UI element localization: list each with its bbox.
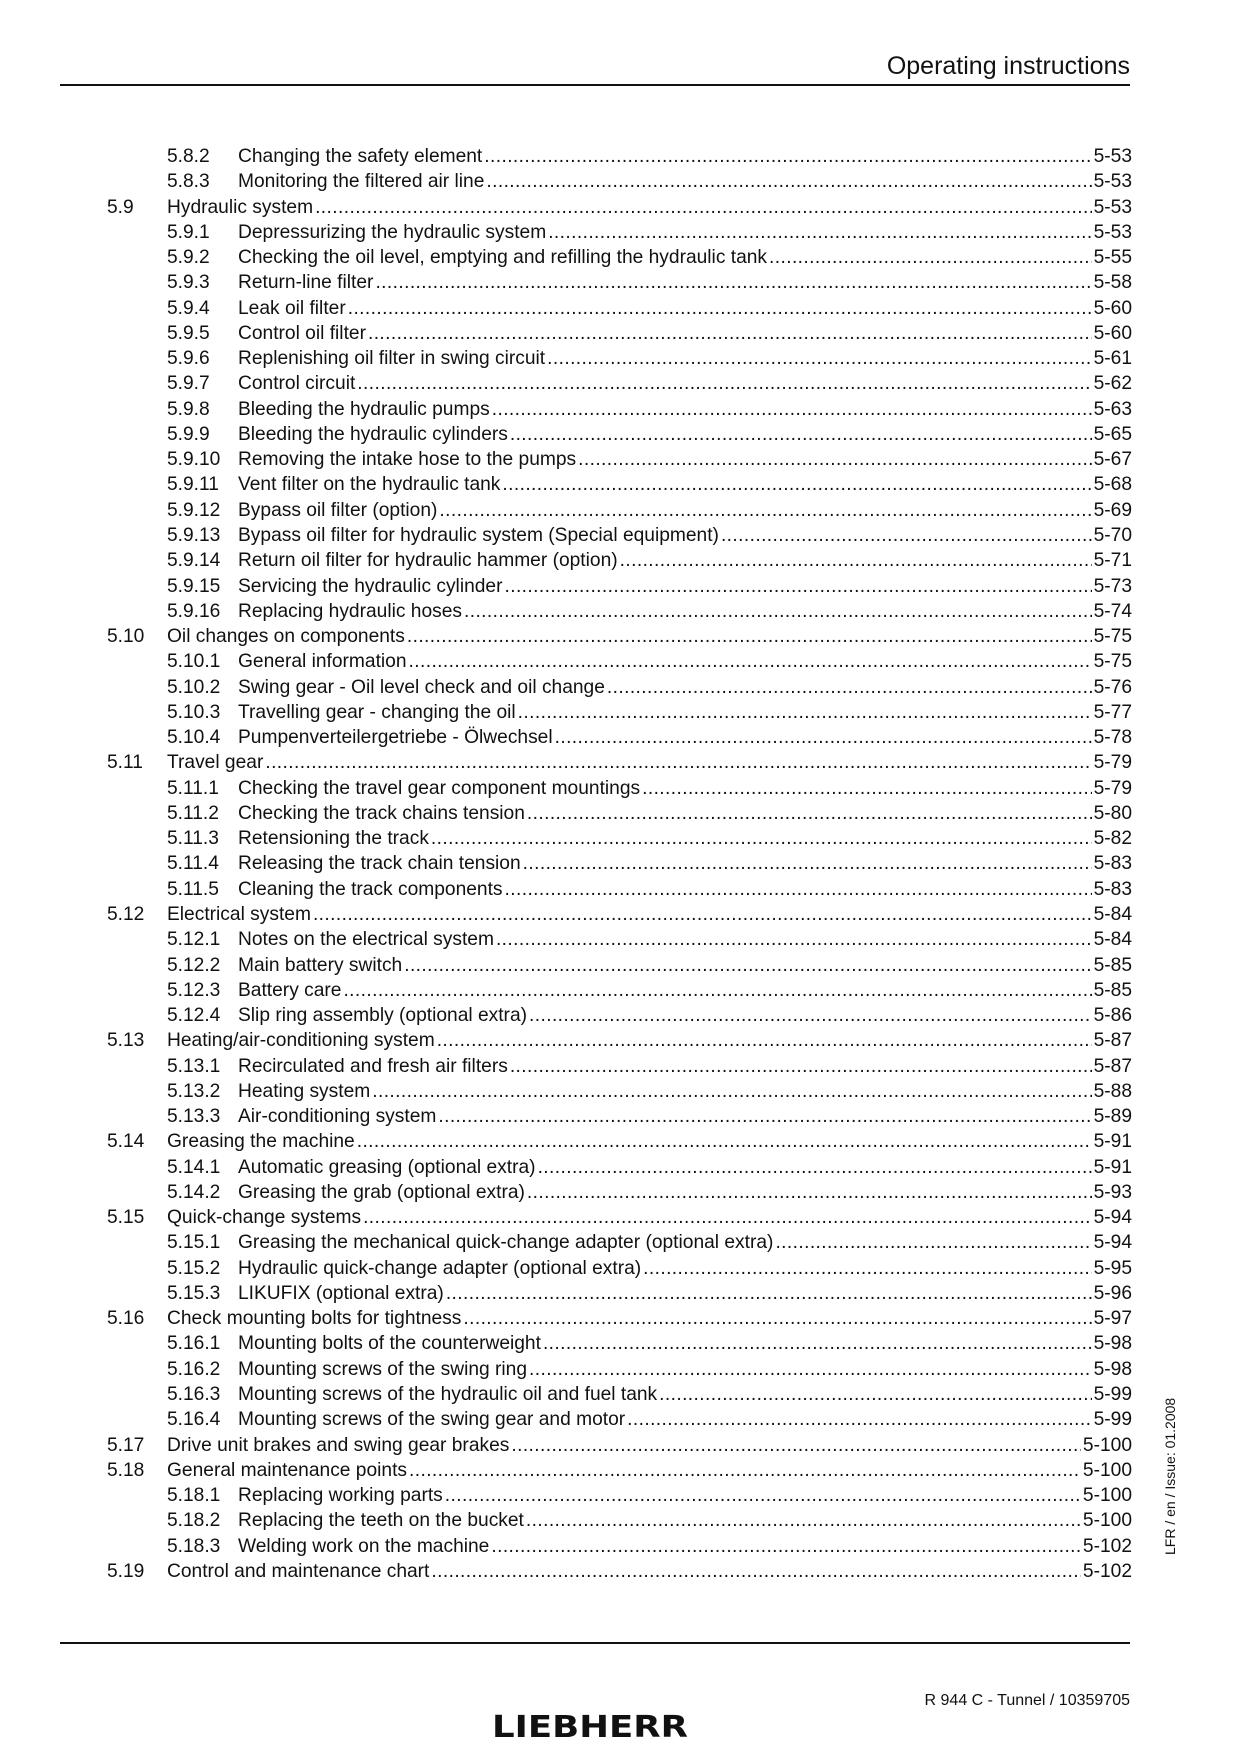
toc-entry <box>107 624 1132 649</box>
toc-entry-title: Swing gear - Oil level check and oil change <box>238 676 605 698</box>
toc-entry-page: 5-100 <box>1082 1459 1132 1481</box>
toc-entry-title: Bleeding the hydraulic cylinders <box>238 423 508 445</box>
toc-dot-leader <box>492 397 1092 422</box>
toc-entry-page: 5-53 <box>1093 146 1132 167</box>
toc-entry-title: Depressurizing the hydraulic system <box>238 221 547 243</box>
toc-entry-number: 5.18.1 <box>167 1485 221 1507</box>
toc-dot-leader <box>265 750 1091 775</box>
toc-entry-title: Servicing the hydraulic cylinder <box>238 575 503 597</box>
toc-entry <box>107 776 1132 801</box>
toc-dot-leader <box>529 1357 1092 1382</box>
toc-entry-page: 5-100 <box>1082 1485 1132 1507</box>
toc-entry-title: Mounting screws of the swing ring <box>238 1358 528 1380</box>
toc-entry-page: 5-98 <box>1093 1358 1132 1380</box>
toc-entry-page: 5-94 <box>1093 1232 1132 1254</box>
toc-entry-page: 5-71 <box>1093 550 1132 572</box>
toc-dot-leader <box>438 1104 1091 1129</box>
toc-entry <box>107 397 1132 422</box>
toc-entry-number: 5.14.2 <box>167 1181 221 1203</box>
toc-dot-leader <box>357 371 1091 396</box>
toc-entry-title: Changing the safety element <box>238 146 483 167</box>
toc-dot-leader <box>484 144 1091 169</box>
toc-entry-title: Mounting bolts of the counterweight <box>238 1333 541 1355</box>
toc-entry-number: 5.10.1 <box>167 651 221 673</box>
toc-dot-leader <box>527 1180 1092 1205</box>
toc-dot-leader <box>464 599 1092 624</box>
toc-entry-page: 5-78 <box>1093 727 1132 749</box>
toc-entry-title: Mounting screws of the hydraulic oil and fuel tank <box>238 1384 658 1406</box>
toc-entry-title: Hydraulic system <box>167 196 314 218</box>
toc-dot-leader <box>627 1407 1091 1432</box>
toc-entry <box>107 1357 1132 1382</box>
toc-entry-page: 5-102 <box>1082 1560 1132 1582</box>
toc-entry-number: 5.10.2 <box>167 676 221 698</box>
toc-entry-number: 5.11 <box>107 752 143 774</box>
toc-entry <box>107 978 1132 1003</box>
toc-dot-leader <box>523 851 1092 876</box>
toc-entry <box>107 1104 1132 1129</box>
toc-entry <box>107 245 1132 270</box>
toc-dot-leader <box>510 1054 1092 1079</box>
toc-entry-number: 5.9 <box>107 196 134 218</box>
toc-entry-title: Electrical system <box>167 903 311 925</box>
toc-entry-page: 5-79 <box>1093 777 1132 799</box>
toc-entry-title: Welding work on the machine <box>238 1535 490 1557</box>
toc-entry <box>107 750 1132 775</box>
toc-dot-leader <box>548 220 1091 245</box>
toc-entry-page: 5-77 <box>1093 701 1132 723</box>
toc-entry <box>107 1433 1132 1458</box>
toc-entry-title: Releasing the track chain tension <box>238 853 521 875</box>
toc-entry-number: 5.11.2 <box>167 802 219 824</box>
toc-entry-title: Bypass oil filter (option) <box>238 499 438 521</box>
toc-entry <box>107 1180 1132 1205</box>
toc-entry-number: 5.9.3 <box>167 272 210 294</box>
toc-dot-leader <box>486 169 1091 194</box>
toc-entry-page: 5-100 <box>1082 1434 1132 1456</box>
toc-entry-title: Control oil filter <box>238 322 366 344</box>
toc-entry-number: 5.17 <box>107 1434 145 1456</box>
toc-entry-number: 5.12.2 <box>167 954 221 976</box>
toc-dot-leader <box>504 574 1091 599</box>
toc-entry-number: 5.19 <box>107 1560 145 1582</box>
toc-entry-title: Greasing the mechanical quick-change adapter (optional extra) <box>238 1232 774 1254</box>
toc-entry-page: 5-93 <box>1093 1181 1132 1203</box>
toc-entry-title: Return-line filter <box>238 272 374 294</box>
toc-entry <box>107 1155 1132 1180</box>
toc-dot-leader <box>721 523 1092 548</box>
toc-entry-number: 5.10.4 <box>167 727 221 749</box>
toc-entry-title: Replacing working parts <box>238 1485 443 1507</box>
toc-entry-title: LIKUFIX (optional extra) <box>238 1282 444 1304</box>
toc-entry-number: 5.13.3 <box>167 1106 221 1128</box>
toc-entry <box>107 1458 1132 1483</box>
toc-entry <box>107 1407 1132 1432</box>
toc-entry-number: 5.9.1 <box>167 221 210 243</box>
toc-entry-number: 5.9.11 <box>167 474 219 496</box>
toc-entry-title: Hydraulic quick-change adapter (optional extra) <box>238 1257 642 1279</box>
toc-entry-number: 5.9.9 <box>167 423 210 445</box>
page-header-title: Operating instructions <box>886 52 1130 80</box>
toc-dot-leader <box>538 1155 1092 1180</box>
toc-entry-number: 5.8.2 <box>167 146 210 167</box>
toc-entry-title: Checking the oil level, emptying and refilling the hydraulic tank <box>238 247 768 269</box>
toc-entry-page: 5-96 <box>1093 1282 1132 1304</box>
toc-entry-title: Slip ring assembly (optional extra) <box>238 1005 528 1027</box>
toc-entry <box>107 144 1132 169</box>
toc-entry-title: Recirculated and fresh air filters <box>238 1055 508 1077</box>
toc-entry-page: 5-69 <box>1093 499 1132 521</box>
toc-entry-number: 5.9.10 <box>167 449 221 471</box>
toc-entry-number: 5.10.3 <box>167 701 221 723</box>
footer-divider <box>60 1642 1130 1644</box>
toc-entry <box>107 902 1132 927</box>
toc-entry-page: 5-87 <box>1093 1030 1132 1052</box>
toc-entry-title: Heating/air-conditioning system <box>167 1030 435 1052</box>
toc-entry <box>107 1281 1132 1306</box>
toc-entry <box>107 371 1132 396</box>
logo-wordmark: LIEBHERR <box>492 1710 688 1742</box>
toc-entry-page: 5-87 <box>1093 1055 1132 1077</box>
toc-entry-number: 5.9.7 <box>167 373 210 395</box>
toc-dot-leader <box>642 776 1091 801</box>
toc-dot-leader <box>555 725 1092 750</box>
toc-entry <box>107 548 1132 573</box>
toc-entry-number: 5.13 <box>107 1030 145 1052</box>
toc-entry-title: Oil changes on components <box>167 626 405 648</box>
toc-entry-page: 5-53 <box>1093 221 1132 243</box>
toc-entry-title: Replacing hydraulic hoses <box>238 600 462 622</box>
toc-entry-number: 5.18.3 <box>167 1535 221 1557</box>
toc-dot-leader <box>375 270 1091 295</box>
toc-entry <box>107 700 1132 725</box>
toc-entry-title: Greasing the grab (optional extra) <box>238 1181 525 1203</box>
toc-entry <box>107 296 1132 321</box>
toc-entry-title: Replacing the teeth on the bucket <box>238 1510 524 1532</box>
toc-entry <box>107 649 1132 674</box>
toc-entry-page: 5-95 <box>1093 1257 1132 1279</box>
toc-dot-leader <box>511 1433 1081 1458</box>
toc-entry-number: 5.11.3 <box>167 828 219 850</box>
toc-dot-leader <box>409 649 1092 674</box>
toc-entry-number: 5.15.2 <box>167 1257 221 1279</box>
toc-entry <box>107 523 1132 548</box>
toc-entry <box>107 169 1132 194</box>
toc-entry-title: Travelling gear - changing the oil <box>238 701 516 723</box>
toc-entry-number: 5.11.4 <box>167 853 219 875</box>
toc-entry-number: 5.9.15 <box>167 575 221 597</box>
toc-entry-number: 5.18 <box>107 1459 145 1481</box>
toc-entry-title: Quick-change systems <box>167 1207 362 1229</box>
toc-entry <box>107 675 1132 700</box>
toc-dot-leader <box>372 1079 1091 1104</box>
toc-entry <box>107 422 1132 447</box>
toc-entry-page: 5-97 <box>1093 1308 1132 1330</box>
toc-entry-number: 5.12.4 <box>167 1005 221 1027</box>
toc-entry-page: 5-67 <box>1093 449 1132 471</box>
toc-dot-leader <box>357 1129 1092 1154</box>
toc-entry-page: 5-85 <box>1093 979 1132 1001</box>
toc-dot-leader <box>578 447 1091 472</box>
liebherr-logo <box>492 1708 692 1747</box>
toc-entry-number: 5.15.1 <box>167 1232 221 1254</box>
toc-entry <box>107 826 1132 851</box>
toc-dot-leader <box>431 1559 1081 1584</box>
toc-entry-page: 5-76 <box>1093 676 1132 698</box>
toc-entry-number: 5.8.3 <box>167 171 210 193</box>
toc-entry-number: 5.9.12 <box>167 499 221 521</box>
toc-entry-page: 5-75 <box>1093 651 1132 673</box>
toc-entry-title: Retensioning the track <box>238 828 429 850</box>
toc-entry-page: 5-65 <box>1093 423 1132 445</box>
toc-dot-leader <box>769 245 1092 270</box>
toc-dot-leader <box>543 1331 1092 1356</box>
toc-entry-page: 5-60 <box>1093 297 1132 319</box>
toc-entry-page: 5-62 <box>1093 373 1132 395</box>
toc-entry <box>107 1129 1132 1154</box>
toc-entry <box>107 321 1132 346</box>
toc-entry-number: 5.16 <box>107 1308 145 1330</box>
toc-entry-page: 5-99 <box>1093 1384 1132 1406</box>
toc-entry <box>107 851 1132 876</box>
toc-dot-leader <box>659 1382 1091 1407</box>
toc-entry-title: Replenishing oil filter in swing circuit <box>238 348 546 370</box>
toc-entry-title: Mounting screws of the swing gear and motor <box>238 1409 626 1431</box>
toc-dot-leader <box>437 1028 1092 1053</box>
issue-note: LFR / en / Issue: 01.2008 <box>1162 1397 1178 1555</box>
toc-entry <box>107 195 1132 220</box>
toc-dot-leader <box>526 1508 1081 1533</box>
toc-entry-page: 5-84 <box>1093 929 1132 951</box>
toc-dot-leader <box>431 826 1092 851</box>
toc-entry-page: 5-80 <box>1093 802 1132 824</box>
toc-entry-title: Main battery switch <box>238 954 403 976</box>
toc-entry-number: 5.10 <box>107 626 145 648</box>
toc-entry-title: Leak oil filter <box>238 297 346 319</box>
toc-entry-page: 5-82 <box>1093 828 1132 850</box>
toc-entry-page: 5-75 <box>1093 626 1132 648</box>
document-id: R 944 C - Tunnel / 10359705 <box>924 1692 1130 1709</box>
toc-dot-leader <box>463 1306 1091 1331</box>
toc-entry-number: 5.16.4 <box>167 1409 221 1431</box>
toc-entry-page: 5-83 <box>1093 878 1132 900</box>
toc-entry-number: 5.9.5 <box>167 322 210 344</box>
toc-dot-leader <box>404 953 1091 978</box>
toc-dot-leader <box>529 1003 1092 1028</box>
toc-entry <box>107 1559 1132 1584</box>
toc-entry <box>107 1256 1132 1281</box>
toc-entry-title: Checking the travel gear component mountings <box>238 777 641 799</box>
toc-entry <box>107 877 1132 902</box>
toc-entry <box>107 1483 1132 1508</box>
toc-entry-title: Control and maintenance chart <box>167 1560 430 1582</box>
toc-dot-leader <box>407 624 1092 649</box>
toc-entry-title: Heating system <box>238 1080 371 1102</box>
toc-entry-page: 5-61 <box>1093 348 1132 370</box>
toc-entry-number: 5.15 <box>107 1207 145 1229</box>
toc-entry-page: 5-100 <box>1082 1510 1132 1532</box>
toc-entry-title: Vent filter on the hydraulic tank <box>238 474 501 496</box>
toc-entry <box>107 599 1132 624</box>
toc-entry-number: 5.9.8 <box>167 398 210 420</box>
toc-entry-page: 5-102 <box>1082 1535 1132 1557</box>
toc-entry-title: Pumpenverteilergetriebe - Ölwechsel <box>238 727 553 749</box>
toc-dot-leader <box>527 801 1092 826</box>
toc-entry-page: 5-74 <box>1093 600 1132 622</box>
toc-entry-number: 5.18.2 <box>167 1510 221 1532</box>
header-divider <box>60 84 1130 86</box>
toc-entry-number: 5.14 <box>107 1131 145 1153</box>
toc-entry <box>107 346 1132 371</box>
toc-entry <box>107 1230 1132 1255</box>
toc-entry-page: 5-99 <box>1093 1409 1132 1431</box>
toc-entry-page: 5-86 <box>1093 1005 1132 1027</box>
toc-entry-page: 5-89 <box>1093 1106 1132 1128</box>
toc-dot-leader <box>775 1230 1091 1255</box>
toc-entry-page: 5-63 <box>1093 398 1132 420</box>
toc-entry <box>107 472 1132 497</box>
table-of-contents <box>107 144 1132 1584</box>
toc-entry <box>107 1205 1132 1230</box>
toc-entry-number: 5.12.1 <box>167 929 221 951</box>
toc-entry-title: General information <box>238 651 407 673</box>
toc-entry-page: 5-60 <box>1093 322 1132 344</box>
toc-entry-title: Return oil filter for hydraulic hammer (option) <box>238 550 618 572</box>
toc-dot-leader <box>607 675 1092 700</box>
toc-entry-page: 5-85 <box>1093 954 1132 976</box>
toc-dot-leader <box>502 472 1091 497</box>
toc-dot-leader <box>547 346 1091 371</box>
toc-entry <box>107 801 1132 826</box>
toc-entry-number: 5.16.1 <box>167 1333 221 1355</box>
toc-dot-leader <box>620 548 1092 573</box>
toc-entry-number: 5.12 <box>107 903 145 925</box>
toc-entry-title: Notes on the electrical system <box>238 929 494 951</box>
toc-dot-leader <box>518 700 1092 725</box>
toc-entry-title: Cleaning the track components <box>238 878 503 900</box>
toc-entry-number: 5.9.2 <box>167 247 210 269</box>
toc-entry-number: 5.11.1 <box>167 777 219 799</box>
toc-entry-title: Control circuit <box>238 373 356 395</box>
toc-entry-page: 5-88 <box>1093 1080 1132 1102</box>
toc-entry-page: 5-83 <box>1093 853 1132 875</box>
toc-entry-number: 5.11.5 <box>167 878 219 900</box>
toc-entry-page: 5-53 <box>1093 171 1132 193</box>
toc-entry <box>107 447 1132 472</box>
toc-entry-page: 5-79 <box>1093 752 1132 774</box>
toc-entry <box>107 1508 1132 1533</box>
toc-entry-page: 5-55 <box>1093 247 1132 269</box>
toc-entry-title: Removing the intake hose to the pumps <box>238 449 577 471</box>
toc-entry-title: Battery care <box>238 979 342 1001</box>
toc-entry-number: 5.9.16 <box>167 600 221 622</box>
toc-entry <box>107 1534 1132 1559</box>
toc-dot-leader <box>643 1256 1091 1281</box>
toc-entry <box>107 725 1132 750</box>
toc-entry-title: Bleeding the hydraulic pumps <box>238 398 490 420</box>
toc-entry <box>107 927 1132 952</box>
toc-entry-number: 5.9.13 <box>167 524 221 546</box>
toc-dot-leader <box>363 1205 1092 1230</box>
toc-dot-leader <box>313 902 1092 927</box>
toc-entry-title: General maintenance points <box>167 1459 407 1481</box>
toc-dot-leader <box>445 1483 1081 1508</box>
toc-entry-number: 5.9.14 <box>167 550 221 572</box>
toc-entry-page: 5-84 <box>1093 903 1132 925</box>
toc-entry <box>107 953 1132 978</box>
toc-entry-page: 5-91 <box>1093 1156 1132 1178</box>
toc-dot-leader <box>510 422 1092 447</box>
toc-entry-number: 5.9.6 <box>167 348 210 370</box>
toc-entry-page: 5-53 <box>1093 196 1132 218</box>
toc-entry-number: 5.16.3 <box>167 1384 221 1406</box>
toc-entry-title: Travel gear <box>167 752 264 774</box>
toc-entry-number: 5.15.3 <box>167 1282 221 1304</box>
toc-entry-title: Monitoring the filtered air line <box>238 171 485 193</box>
toc-entry-page: 5-58 <box>1093 272 1132 294</box>
toc-entry-title: Automatic greasing (optional extra) <box>238 1156 536 1178</box>
toc-entry <box>107 1003 1132 1028</box>
toc-entry <box>107 574 1132 599</box>
toc-entry <box>107 1331 1132 1356</box>
toc-entry <box>107 220 1132 245</box>
toc-dot-leader <box>439 498 1091 523</box>
toc-entry-title: Bypass oil filter for hydraulic system (Special equipment) <box>238 524 719 546</box>
toc-dot-leader <box>409 1458 1081 1483</box>
toc-entry <box>107 1306 1132 1331</box>
toc-dot-leader <box>496 927 1092 952</box>
toc-dot-leader <box>491 1534 1081 1559</box>
toc-dot-leader <box>446 1281 1092 1306</box>
toc-dot-leader <box>315 195 1092 220</box>
toc-entry-page: 5-98 <box>1093 1333 1132 1355</box>
toc-entry-title: Drive unit brakes and swing gear brakes <box>167 1434 510 1456</box>
toc-entry-number: 5.16.2 <box>167 1358 221 1380</box>
toc-entry-title: Checking the track chains tension <box>238 802 525 824</box>
toc-dot-leader <box>343 978 1091 1003</box>
toc-entry <box>107 1382 1132 1407</box>
toc-dot-leader <box>368 321 1092 346</box>
toc-entry <box>107 498 1132 523</box>
toc-entry-number: 5.14.1 <box>167 1156 221 1178</box>
toc-entry <box>107 1079 1132 1104</box>
toc-entry-title: Air-conditioning system <box>238 1106 437 1128</box>
toc-entry-page: 5-91 <box>1093 1131 1132 1153</box>
toc-entry-number: 5.9.4 <box>167 297 210 319</box>
toc-entry-page: 5-73 <box>1093 575 1132 597</box>
toc-entry-number: 5.12.3 <box>167 979 221 1001</box>
toc-entry-title: Greasing the machine <box>167 1131 355 1153</box>
toc-entry-number: 5.13.1 <box>167 1055 221 1077</box>
toc-entry <box>107 270 1132 295</box>
toc-entry-title: Check mounting bolts for tightness <box>167 1308 462 1330</box>
toc-dot-leader <box>505 877 1092 902</box>
toc-entry-page: 5-70 <box>1093 524 1132 546</box>
toc-entry <box>107 1054 1132 1079</box>
toc-entry-page: 5-68 <box>1093 474 1132 496</box>
toc-dot-leader <box>348 296 1092 321</box>
toc-entry-page: 5-94 <box>1093 1207 1132 1229</box>
toc-entry-number: 5.13.2 <box>167 1080 221 1102</box>
toc-entry <box>107 1028 1132 1053</box>
